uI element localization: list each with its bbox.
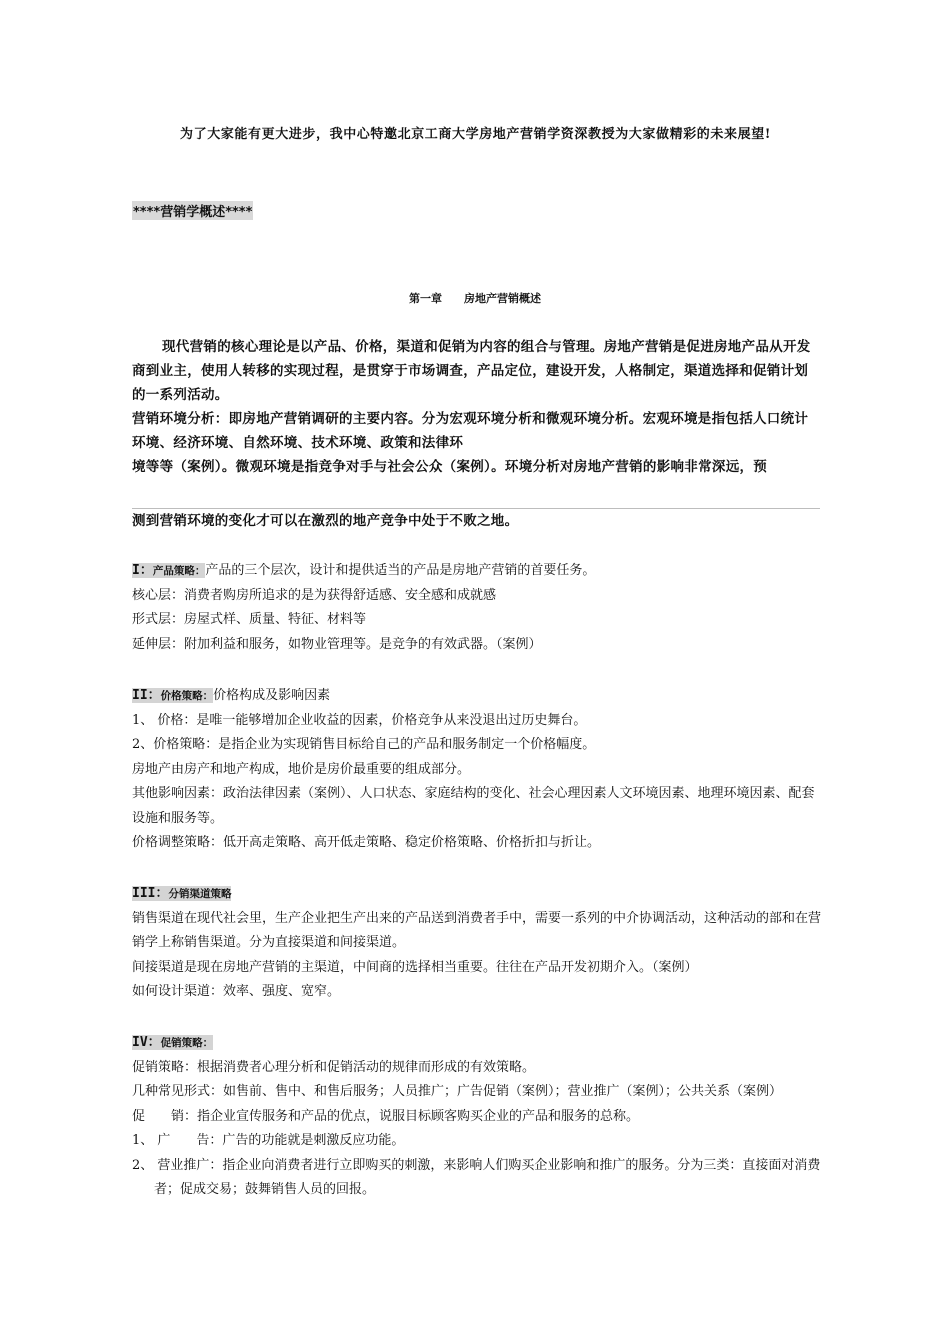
list-item: 如何设计渠道：效率、强度、宽窄。 (132, 984, 341, 999)
chapter-number: 第一章 (409, 292, 442, 305)
promotion-strategy-section (132, 1031, 822, 1203)
list-item: 1、 广 告：广告的功能就是刺激反应功能。 (132, 1133, 405, 1148)
product-strategy-lead: 产品的三个层次，设计和提供适当的产品是房地产营销的首要任务。 (205, 563, 596, 578)
list-item: 形式层：房屋式样、质量、特征、材料等 (132, 612, 367, 627)
intro-paragraph: 为了大家能有更大进步，我中心特邀北京工商大学房地产营销学资深教授为大家做精彩的未来展望! (180, 127, 772, 142)
environment-paragraph-continued: 境等等（案例）。微观环境是指竞争对手与社会公众（案例）。环境分析对房地产营销的影响非常深远，预 (132, 459, 768, 475)
list-item: 1、 价格：是唯一能够增加企业收益的因素，价格竞争从来没退出过历史舞台。 (132, 712, 587, 728)
list-item: 2、价格策略：是指企业为实现销售目标给自己的产品和服务制定一个价格幅度。 (132, 737, 596, 752)
promotion-strategy-heading: IV：促销策略： (132, 1035, 214, 1050)
list-item: 2、 营业推广：指企业向消费者进行立即购买的刺激，来影响人们购买企业影响和推广的服务。分为三类：直接面对消费者；促成交易；鼓舞销售人员的回报。 (132, 1157, 821, 1197)
list-item: 房地产由房产和地产构成，地价是房价最重要的组成部分。 (132, 761, 471, 777)
list-item: 其他影响因素：政治法律因素（案例）、人口状态、家庭结构的变化、社会心理因素人文环境因素、地理环境因素、配套设施和服务等。 (132, 786, 815, 826)
list-item: 促 销：指企业宣传服务和产品的优点，说服目标顾客购买企业的产品和服务的总称。 (132, 1108, 640, 1124)
list-item: 核心层：消费者购房所追求的是为获得舒适感、安全感和成就感 (132, 587, 497, 603)
chapter-heading (0, 290, 950, 306)
price-strategy-lead: 价格构成及影响因素 (213, 688, 331, 703)
list-item: 几种常见形式：如售前、售中、和售后服务；人员推广；广告促销（案例）；营业推广（案例）；公共关系（案例） (132, 1084, 783, 1099)
environment-paragraph: 营销环境分析：即房地产营销调研的主要内容。分为宏观环境分析和微观环境分析。宏观环境是指包括人口统计环境、经济环境、自然环境、技术环境、政策和法律环 (132, 411, 809, 451)
product-strategy-heading: I：产品策略： (132, 563, 206, 578)
list-item: 价格调整策略：低开高走策略、高开低走策略、稳定价格策略、价格折扣与折让。 (132, 835, 601, 850)
chapter-title: 房地产营销概述 (464, 292, 541, 305)
overview-heading: ****营销学概述**** (132, 201, 253, 220)
list-item: 延伸层：附加利益和服务，如物业管理等。是竞争的有效武器。（案例） (132, 636, 542, 652)
core-theory-block (132, 335, 820, 479)
environment-conclusion: 测到营销环境的变化才可以在激烈的地产竞争中处于不败之地。 (132, 513, 519, 529)
channel-strategy-heading: III：分销渠道策略 (132, 886, 232, 901)
core-theory-paragraph: 现代营销的核心理论是以产品、价格，渠道和促销为内容的组合与管理。房地产营销是促进房地产品从开发商到业主，使用人转移的实现过程，是贯穿于市场调查，产品定位，建设开发，人格制定，渠道选择和促销计划的一系列活动。 (132, 339, 811, 403)
list-item: 间接渠道是现在房地产营销的主渠道，中间商的选择相当重要。往往在产品开发初期介入。（案例） (132, 959, 698, 975)
product-strategy-section (132, 559, 822, 657)
price-strategy-heading: II：价格策略： (132, 688, 214, 703)
list-item: 促销策略：根据消费者心理分析和促销活动的规律而形成的有效策略。 (132, 1059, 536, 1075)
channel-strategy-section (132, 882, 822, 1005)
price-strategy-section (132, 684, 822, 856)
list-item: 销售渠道在现代社会里，生产企业把生产出来的产品送到消费者手中，需要一系列的中介协调活动，这种活动的部和在营销学上称销售渠道。分为直接渠道和间接渠道。 (132, 910, 822, 950)
